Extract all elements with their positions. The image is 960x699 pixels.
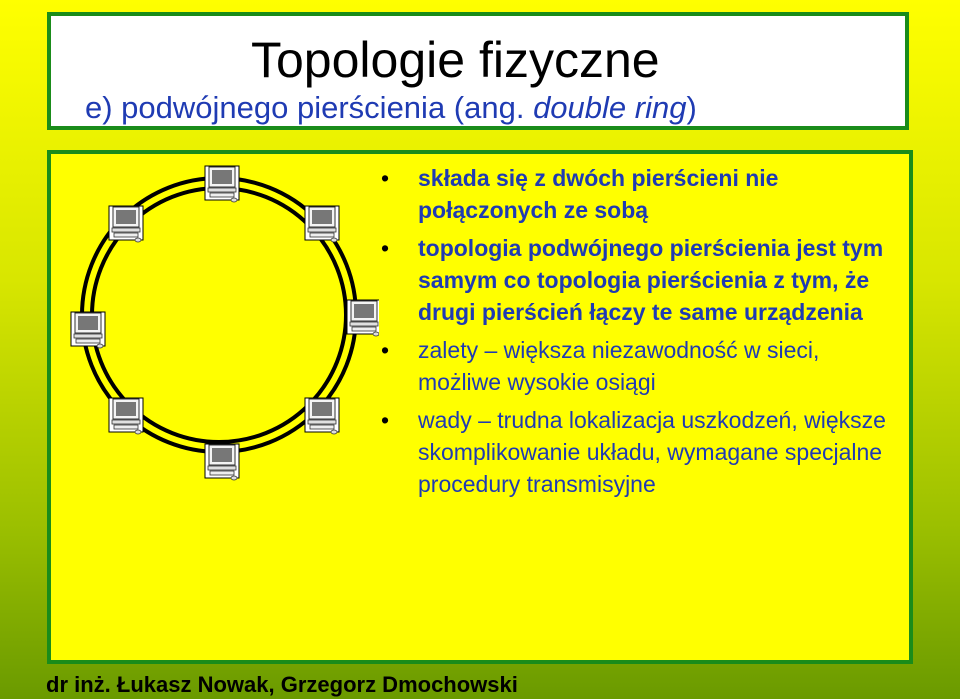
bullet-item [381,404,901,500]
bullet-dot-icon: • [381,407,390,433]
footer-authors: dr inż. Łukasz Nowak, Grzegorz Dmochowski [46,672,518,697]
node-bottom-left [109,398,143,434]
slide-subtitle [85,90,697,126]
bullet-dot-icon: • [381,235,390,261]
node-right [347,300,379,336]
subtitle-suffix: ) [686,90,697,125]
bullet-text: zalety – większa niezawodność w sieci, możliwe wysokie osiągi [418,337,820,395]
slide-title: Topologie fizyczne [251,32,660,88]
double-ring-diagram [69,160,379,500]
bullet-text: topologia podwójnego pierścienia jest tym samym co topologia pierścienia z tym, że drugi pierścień łączy te same urządzenia [418,235,884,325]
subtitle-prefix: e) podwójnego pierścienia (ang. [85,90,534,125]
title-box [47,12,909,130]
node-bottom [205,444,239,480]
bullet-text: składa się z dwóch pierścieni nie połączonych ze sobą [418,165,779,223]
node-left [71,312,105,348]
bullet-item [381,334,901,398]
subtitle-italic: double ring [533,90,687,125]
bullet-list [381,162,901,506]
bullet-item [381,162,901,226]
bullet-text: wady – trudna lokalizacja uszkodzeń, większe skomplikowanie układu, wymagane specjalne procedury transmisyjne [418,407,886,497]
node-top-left [109,206,143,242]
bullet-item [381,232,901,328]
bullet-dot-icon: • [381,165,390,191]
bullet-dot-icon: • [381,337,390,363]
node-top-right [305,206,339,242]
node-top [205,166,239,202]
content-box [47,150,913,664]
node-bottom-right [305,398,339,434]
